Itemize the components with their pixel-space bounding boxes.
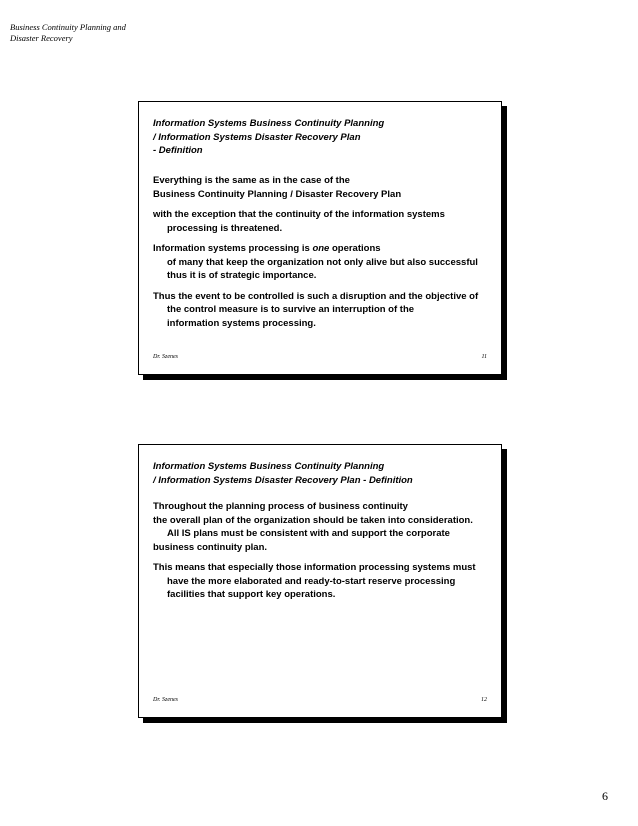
page-number: 6 <box>602 789 608 803</box>
text-line: with the exception that the continuity of the information systems <box>153 209 445 220</box>
text-line: the control measure is to survive an interruption of the <box>167 304 415 315</box>
text-line: Everything is the same as in the case of the <box>153 175 350 186</box>
title-line: Information Systems Business Continuity Planning <box>153 461 385 472</box>
text-line: processing is threatened. <box>167 222 283 234</box>
text-line: Thus the event to be controlled is such a disruption and the objective of <box>153 290 479 302</box>
paragraph <box>153 561 493 602</box>
slide-title <box>153 460 493 487</box>
text-line: Business Continuity Planning / Disaster Recovery Plan <box>153 188 402 200</box>
header-line-1: Business Continuity Planning and <box>10 22 126 32</box>
title-line: Information Systems Business Continuity Planning <box>153 118 385 129</box>
text-line: Throughout the planning process of business continuity <box>153 501 408 512</box>
slide-title <box>153 117 493 158</box>
slide-number: 11 <box>481 354 487 360</box>
slide-body <box>153 500 493 609</box>
paragraph <box>153 500 493 554</box>
text-line: thus it is of strategic importance. <box>167 270 317 281</box>
text-line: have the more elaborated and ready-to-start reserve processing <box>167 575 456 587</box>
title-line: / Information Systems Disaster Recovery Plan - Definition <box>153 474 413 486</box>
text-span: Information systems processing is <box>153 243 313 254</box>
title-line: - Definition <box>153 145 203 156</box>
slide-footer-author: Dr. Szenes <box>153 697 178 703</box>
slide-number: 12 <box>481 697 487 703</box>
text-line: of many that keep the organization not only alive but also successful <box>167 256 478 268</box>
header-line-2: Disaster Recovery <box>10 33 73 43</box>
paragraph <box>153 174 493 201</box>
text-line: All IS plans must be consistent with and support the corporate <box>167 528 450 539</box>
text-line: business continuity plan. <box>153 541 268 553</box>
paragraph <box>153 208 493 235</box>
text-span: operations <box>329 243 381 254</box>
text-line: This means that especially those information processing systems must <box>153 562 476 573</box>
text-line: the overall plan of the organization should be taken into consideration. <box>153 514 473 526</box>
emphasis-text: one <box>312 243 330 254</box>
paragraph <box>153 242 493 283</box>
text-line: facilities that support key operations. <box>167 589 336 600</box>
text-line: information systems processing. <box>167 317 316 329</box>
title-line: / Information Systems Disaster Recovery Plan <box>153 131 361 143</box>
page-header <box>10 22 150 44</box>
slide-body <box>153 174 493 337</box>
slide-12 <box>138 444 502 718</box>
text-line <box>153 242 493 256</box>
paragraph <box>153 290 493 331</box>
slide-11 <box>138 101 502 375</box>
slide-footer-author: Dr. Szenes <box>153 354 178 360</box>
